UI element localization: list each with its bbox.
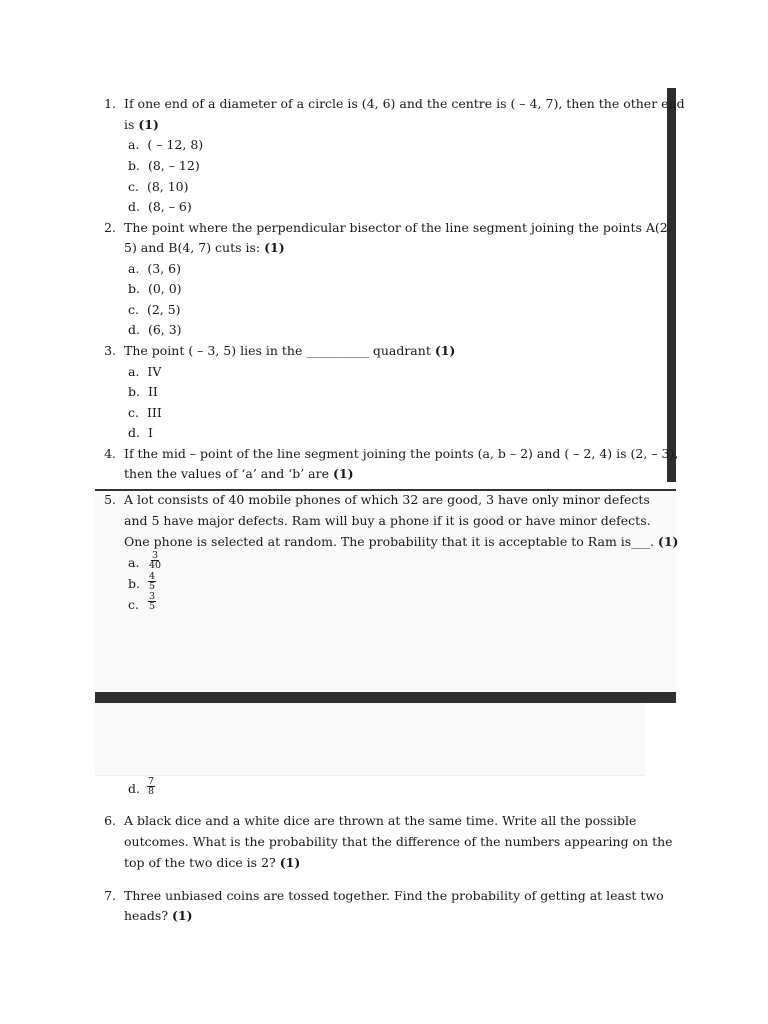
question-text: The point where the perpendicular bisector of the line segment joining the points A(2, [124, 220, 672, 235]
option-d: d. (6, 3) [128, 322, 182, 337]
next-page-header-strip [95, 703, 645, 776]
question-text-cont: and 5 have major defects. Ram will buy a phone if it is good or have minor defects. [124, 513, 651, 528]
option-b: b. (8, – 12) [128, 158, 200, 173]
fraction-denominator: 5 [149, 601, 156, 612]
question-number: 6. [104, 813, 116, 828]
option-c-fraction [148, 592, 156, 611]
marks-label: (1) [138, 117, 159, 132]
option-a-letter: a. [128, 555, 140, 570]
marks-label: (1) [657, 534, 679, 549]
page-separator-bar [95, 692, 676, 703]
option-c-letter: c. [128, 597, 139, 612]
question-text: The point ( – 3, 5) lies in the __________ quadrant (1) [124, 343, 456, 358]
marks-label: (1) [279, 855, 301, 870]
question-text-cont: 5) and B(4, 7) cuts is: (1) [124, 240, 285, 255]
marks-label: (1) [264, 240, 285, 255]
question-text: Three unbiased coins are tossed together. Find the probability of getting at least two [124, 888, 664, 903]
question-text: If the mid – point of the line segment joining the points (a, b – 2) and ( – 2, 4) is (2, – 3), [124, 446, 679, 461]
page-edge-bar [667, 88, 676, 482]
fraction-denominator: 8 [148, 786, 155, 797]
question-number: 7. [104, 888, 116, 903]
option-a: a. IV [128, 364, 162, 379]
question-number: 2. [104, 220, 116, 235]
option-b: b. II [128, 384, 158, 399]
option-b-fraction [148, 572, 156, 591]
option-a-fraction [148, 551, 162, 570]
question-text-cont: then the values of ‘a’ and ‘b’ are (1) [124, 466, 354, 481]
question-text: A black dice and a white dice are thrown at the same time. Write all the possible [124, 813, 637, 828]
option-b-letter: b. [128, 576, 140, 591]
question-text-cont: One phone is selected at random. The probability that it is acceptable to Ram is___. (1) [124, 534, 679, 549]
option-d: d. I [128, 425, 153, 440]
question-text-cont: top of the two dice is 2? (1) [124, 855, 301, 870]
option-c: c. (2, 5) [128, 302, 181, 317]
question-text: If one end of a diameter of a circle is (4, 6) and the centre is ( – 4, 7), then the other end [124, 96, 685, 111]
fraction-numerator: 3 [152, 550, 159, 561]
fraction-denominator: 5 [149, 581, 156, 592]
option-c: c. (8, 10) [128, 179, 189, 194]
fraction-numerator: 3 [149, 591, 156, 602]
option-d-letter: d. [128, 781, 140, 796]
fraction-denominator: 40 [149, 560, 162, 571]
marks-label: (1) [332, 466, 354, 481]
question-text: A lot consists of 40 mobile phones of which 32 are good, 3 have only minor defects [124, 492, 650, 507]
option-c: c. III [128, 405, 162, 420]
option-b: b. (0, 0) [128, 281, 182, 296]
option-d: d. (8, – 6) [128, 199, 192, 214]
question-text-cont: outcomes. What is the probability that the difference of the numbers appearing on the [124, 834, 673, 849]
question-text-cont: is (1) [124, 117, 159, 132]
fraction-numerator: 7 [148, 776, 155, 787]
option-d-fraction [147, 777, 155, 796]
marks-label: (1) [172, 908, 193, 923]
fraction-numerator: 4 [149, 571, 156, 582]
question-text-cont: heads? (1) [124, 908, 193, 923]
option-a: a. (3, 6) [128, 261, 181, 276]
question-number: 3. [104, 343, 116, 358]
question-number: 1. [104, 96, 116, 111]
marks-label: (1) [434, 343, 456, 358]
question-number: 4. [104, 446, 116, 461]
question-number: 5. [104, 492, 116, 507]
option-a: a. ( – 12, 8) [128, 137, 204, 152]
